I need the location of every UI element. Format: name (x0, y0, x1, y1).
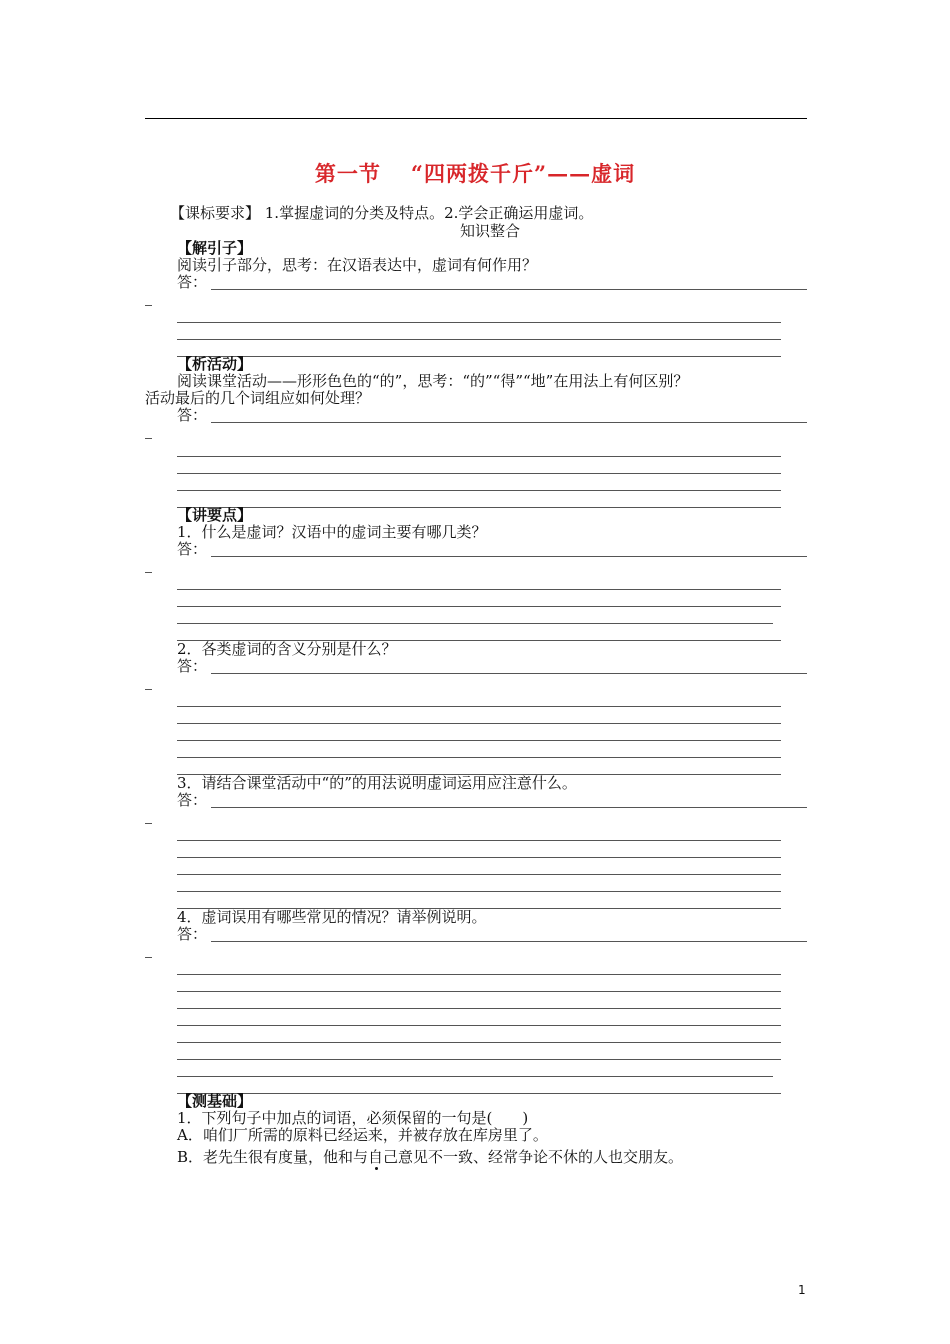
title-text: “四两拨千斤”——虚词 (410, 161, 636, 186)
answer-line[interactable] (177, 507, 781, 508)
answer-line[interactable] (211, 673, 807, 674)
answer-line[interactable] (177, 740, 781, 741)
answer-line[interactable] (177, 991, 781, 992)
answer-line[interactable] (177, 456, 781, 457)
jiang-yaodian-q4: 4．虚词误用有哪些常见的情况？请举例说明。 (177, 908, 487, 926)
header-rule (145, 118, 807, 119)
answer-label: 答： (177, 791, 208, 809)
answer-line[interactable] (177, 1025, 781, 1026)
answer-label: 答： (177, 657, 208, 675)
answer-line[interactable] (177, 757, 781, 758)
jiang-yaodian-heading: 【讲要点】 (177, 506, 253, 524)
answer-line[interactable] (177, 1008, 781, 1009)
emphasis-dot (375, 1167, 378, 1170)
line-marker (145, 689, 152, 690)
title-section-number: 第一节 (314, 161, 381, 186)
answer-line[interactable] (177, 874, 781, 875)
answer-label: 答： (177, 540, 208, 558)
xi-huodong-question-line2: 活动最后的几个词组应如何处理？ (145, 389, 371, 407)
answer-line[interactable] (177, 857, 781, 858)
answer-line[interactable] (211, 556, 807, 557)
line-marker (145, 305, 152, 306)
answer-line[interactable] (177, 974, 781, 975)
answer-line[interactable] (177, 623, 773, 624)
answer-line[interactable] (177, 723, 781, 724)
xi-huodong-question-line1: 阅读课堂活动——形形色色的“的”，思考：“的”“得”“地”在用法上有何区别？ (177, 372, 689, 390)
answer-line[interactable] (211, 807, 807, 808)
section-heading: 知识整合 (460, 222, 521, 240)
page-title (0, 158, 950, 188)
answer-label: 答： (177, 273, 208, 291)
page-number: 1 (798, 1283, 806, 1297)
answer-line[interactable] (177, 589, 781, 590)
xi-huodong-heading: 【析活动】 (177, 355, 253, 373)
answer-label: 答： (177, 406, 208, 424)
line-marker (145, 957, 152, 958)
line-marker (145, 438, 152, 439)
answer-line[interactable] (177, 1042, 781, 1043)
answer-line[interactable] (177, 840, 781, 841)
ce-jichu-q1: 1．下列句子中加点的词语，必须保留的一句是( ) (177, 1109, 529, 1127)
answer-line[interactable] (177, 339, 781, 340)
answer-line[interactable] (211, 289, 807, 290)
answer-line[interactable] (177, 322, 781, 323)
answer-line[interactable] (177, 1093, 781, 1094)
answer-line[interactable] (177, 490, 781, 491)
option-a: A．咱们厂所需的原料已经运来，并被存放在库房里了。 (177, 1126, 548, 1144)
jiang-yaodian-q1: 1．什么是虚词？汉语中的虚词主要有哪几类？ (177, 523, 487, 541)
answer-line[interactable] (177, 891, 781, 892)
jiang-yaodian-q2: 2．各类虚词的含义分别是什么？ (177, 640, 397, 658)
answer-line[interactable] (177, 606, 781, 607)
answer-line[interactable] (211, 941, 807, 942)
option-b: B．老先生很有度量，他和与自己意见不一致、经常争论不休的人也交朋友。 (177, 1148, 684, 1166)
answer-line[interactable] (211, 422, 807, 423)
answer-line[interactable] (177, 1059, 781, 1060)
answer-label: 答： (177, 925, 208, 943)
answer-line[interactable] (177, 706, 781, 707)
ce-jichu-heading: 【测基础】 (177, 1092, 253, 1110)
line-marker (145, 823, 152, 824)
answer-line[interactable] (177, 356, 781, 357)
line-marker (145, 572, 152, 573)
answer-line[interactable] (177, 1076, 773, 1077)
jie-yinzi-question: 阅读引子部分，思考：在汉语表达中，虚词有何作用？ (177, 256, 538, 274)
curriculum-requirements: 【课标要求】 1.掌握虚词的分类及特点。2.学会正确运用虚词。 (170, 204, 594, 222)
answer-line[interactable] (177, 473, 781, 474)
jie-yinzi-heading: 【解引子】 (177, 239, 253, 257)
jiang-yaodian-q3: 3．请结合课堂活动中“的”的用法说明虚词运用应注意什么。 (177, 774, 577, 792)
